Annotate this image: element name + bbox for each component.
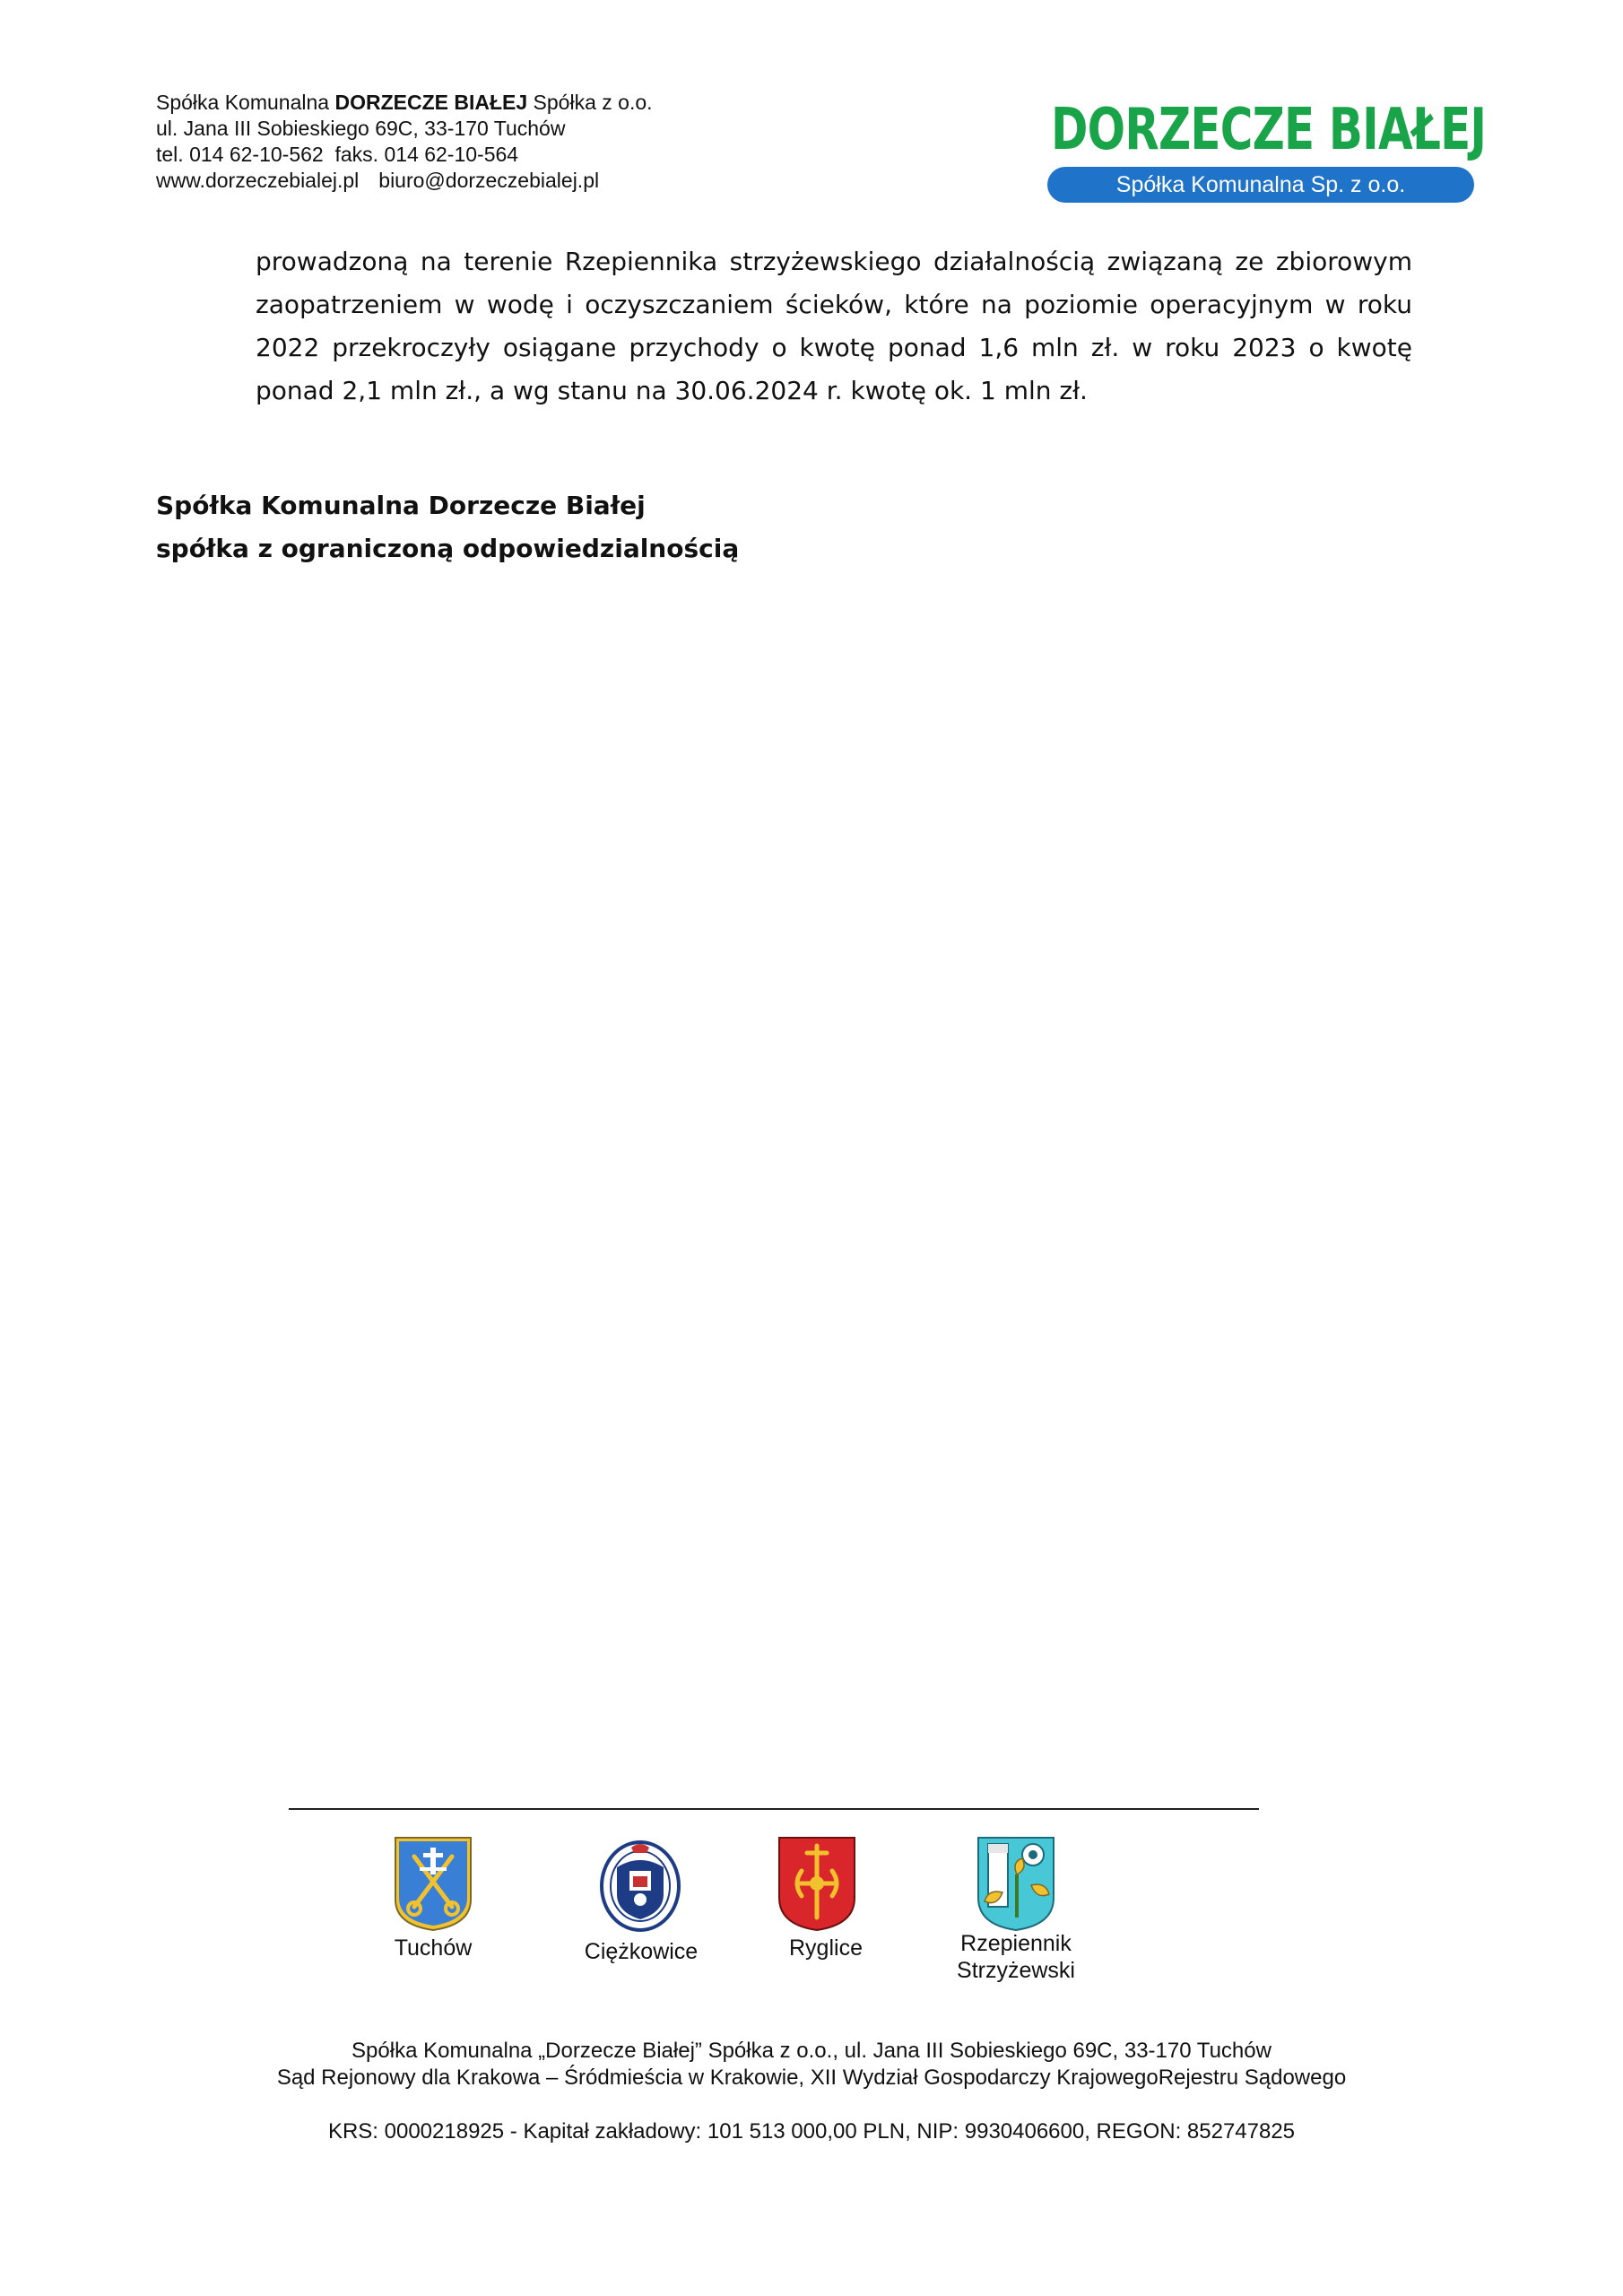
footer-divider bbox=[289, 1808, 1259, 1810]
company-prefix: Spółka Komunalna bbox=[156, 91, 335, 114]
company-suffix: Spółka z o.o. bbox=[527, 91, 653, 114]
crest-label-tuchow: Tuchów bbox=[394, 1935, 473, 1961]
crest-label-ryglice: Ryglice bbox=[789, 1935, 863, 1961]
signature-block bbox=[156, 484, 739, 570]
email-link[interactable]: biuro@dorzeczebialej.pl bbox=[378, 169, 600, 192]
header-phone: tel. 014 62-10-562 bbox=[156, 143, 324, 166]
footer-info-line-2: Sąd Rejonowy dla Krakowa – Śródmieścia w Krakowie, XII Wydział Gospodarczy KrajowegoRejestru Sądowego bbox=[276, 2066, 1347, 2090]
header-address: ul. Jana III Sobieskiego 69C, 33-170 Tuchów bbox=[156, 117, 566, 140]
header-fax: faks. 014 62-10-564 bbox=[334, 143, 519, 166]
company-logo bbox=[1047, 97, 1487, 203]
tuchow-coat-of-arms-icon bbox=[393, 1835, 473, 1932]
logo-subtitle-bar: Spółka Komunalna Sp. z o.o. bbox=[1047, 167, 1474, 203]
crest-label-rzepiennik-line-1: Rzepiennik bbox=[960, 1931, 1072, 1956]
website-link[interactable]: www.dorzeczebialej.pl bbox=[156, 169, 360, 192]
footer-registration: KRS: 0000218925 - Kapitał zakładowy: 101 513 000,00 PLN, NIP: 9930406600, REGON: 852747825 bbox=[327, 2119, 1296, 2144]
header-address-block bbox=[156, 90, 802, 194]
ryglice-coat-of-arms-icon bbox=[777, 1835, 857, 1932]
header-company-line bbox=[156, 90, 802, 116]
header-web-line bbox=[156, 168, 802, 194]
crest-label-ciezkowice: Ciężkowice bbox=[584, 1939, 699, 1964]
ciezkowice-coat-of-arms-icon bbox=[599, 1840, 681, 1932]
footer-company-info bbox=[179, 2038, 1444, 2092]
body-paragraph: prowadzoną na terenie Rzepiennika strzyżewskiego działalnością związaną ze zbiorowym zaopatrzeniem w wodę i oczyszczaniem ścieków, które na poziomie operacyjnym w roku 2022 przekroczyły osiągane przychody o kwotę ponad 1,6 mln zł. w roku 2023 o kwotę ponad 2,1 mln zł., a wg stanu na 30.06.2024 r. kwotę ok. 1 mln zł. bbox=[256, 247, 1412, 405]
logo-title: DORZECZE BIAŁEJ bbox=[1051, 97, 1487, 163]
rzepiennik-coat-of-arms-icon bbox=[976, 1835, 1056, 1932]
signature-line-2: spółka z ograniczoną odpowiedzialnością bbox=[156, 534, 740, 563]
crest-label-rzepiennik-line-2: Strzyżewski bbox=[957, 1958, 1075, 1983]
footer-info-line-1: Spółka Komunalna „Dorzecze Białej” Spółka z o.o., ul. Jana III Sobieskiego 69C, 33-170 Tuchów bbox=[352, 2039, 1271, 2063]
header-contact-line bbox=[156, 142, 802, 168]
crest-label-rzepiennik bbox=[933, 1930, 1099, 1984]
company-name-bold: DORZECZE BIAŁEJ bbox=[334, 91, 528, 114]
signature-line-1: Spółka Komunalna Dorzecze Białej bbox=[156, 491, 646, 520]
